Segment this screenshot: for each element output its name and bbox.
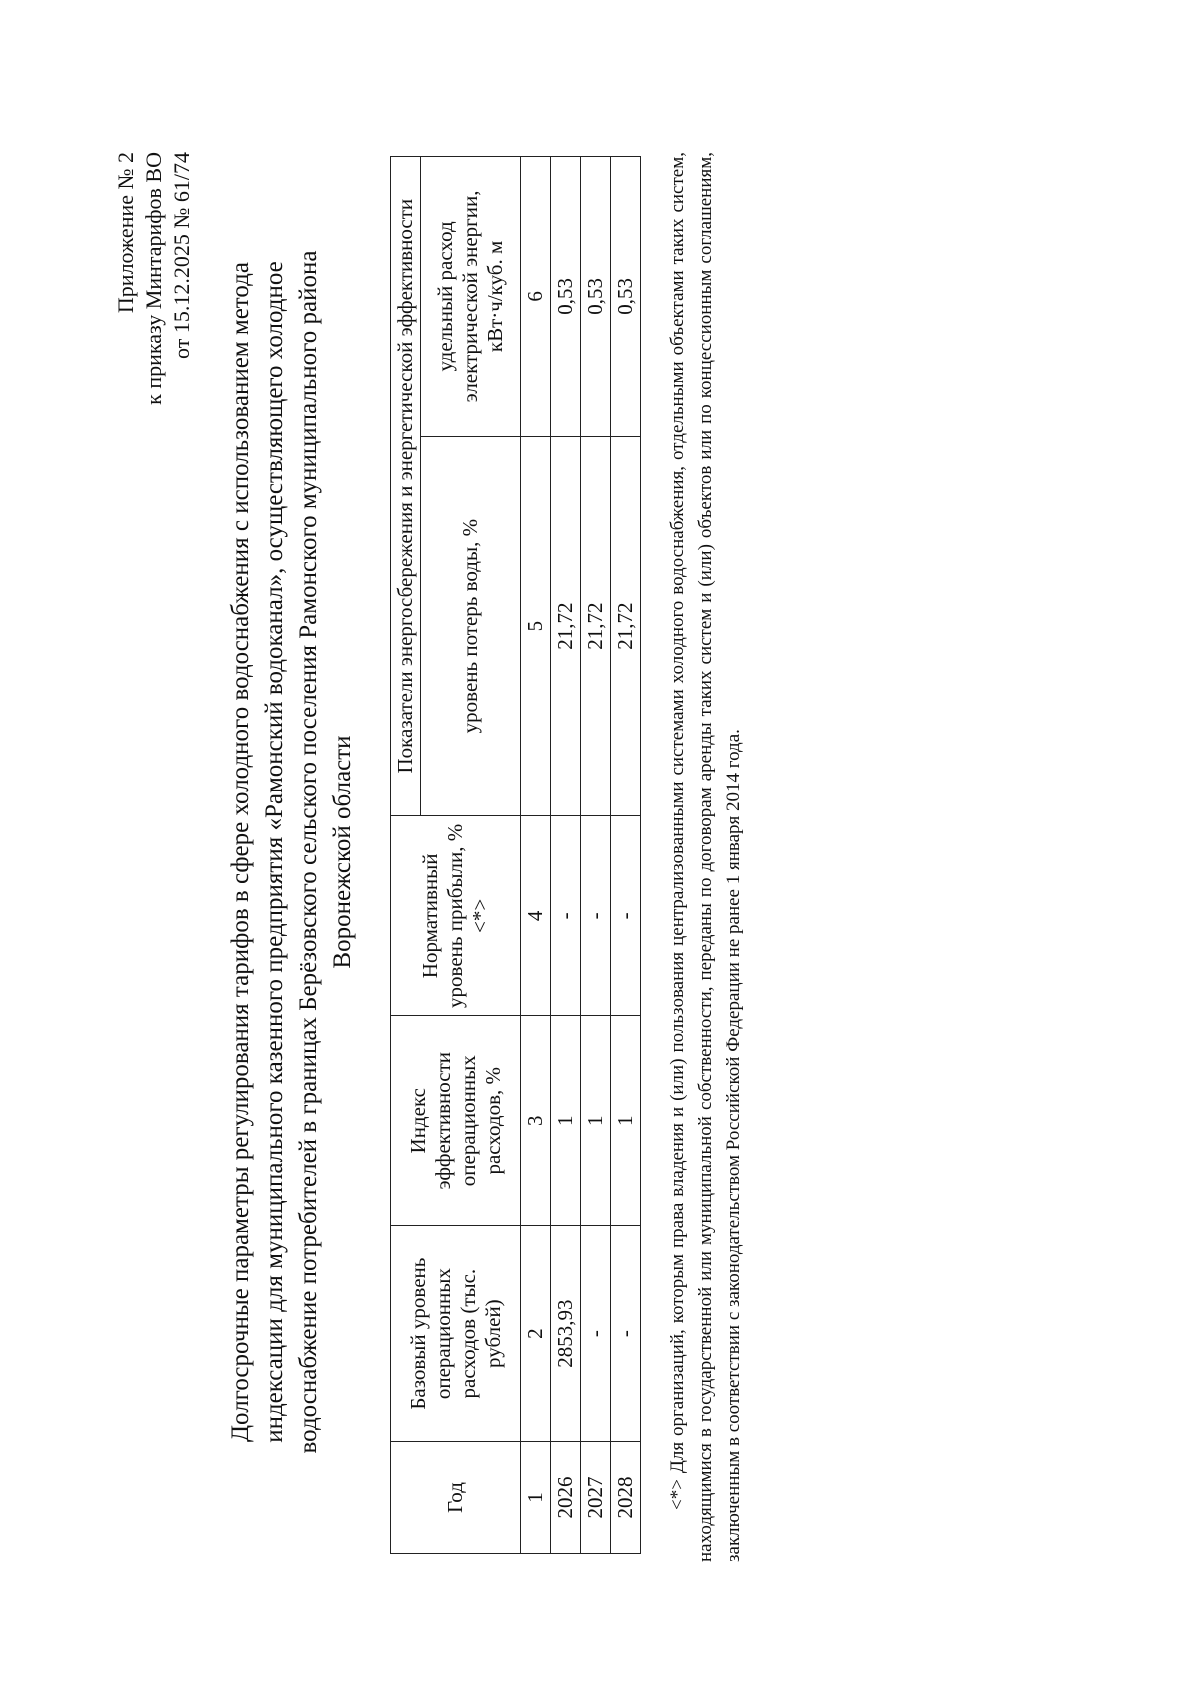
header-energy-group: Показатели энергосбережения и энергетической эффективности (391, 157, 421, 816)
header-efficiency-index: Индекс эффективности операционных расходов, % (391, 1016, 521, 1226)
title-line: Воронежской области (329, 735, 356, 969)
footnote-text: <*> Для организаций, которым права владения и (или) пользования централизованными системами холодного водоснабжения, отдельными объектами таких систем, находящимися в государственной или муниципальной собственности, переданы по договорам аренды таких систем и (или) объектов или по концессионным соглашениям, заключенным в соответствии с законодательством Российской Федерации не ранее 1 января 2014 года. (667, 152, 744, 1562)
appendix-reference (112, 152, 196, 405)
column-number: 2 (521, 1226, 551, 1442)
table-row (611, 157, 641, 1554)
cell-profit-level: - (611, 816, 641, 1016)
cell-year: 2028 (611, 1442, 641, 1554)
column-number-row (521, 157, 551, 1554)
document-title (224, 192, 360, 1512)
cell-base-level: - (611, 1226, 641, 1442)
title-line: индексации для муниципального казенного предприятия «Рамонский водоканал», осуществляющего холодное (261, 261, 288, 1443)
cell-specific-consumption: 0,53 (611, 157, 641, 437)
column-number: 1 (521, 1442, 551, 1554)
column-number: 3 (521, 1016, 551, 1226)
appendix-date: от 15.12.2025 № 61/74 (169, 152, 194, 359)
cell-efficiency-index: 1 (611, 1016, 641, 1226)
table-header-row (391, 157, 421, 1554)
header-water-loss: уровень потерь воды, % (421, 436, 521, 816)
column-number: 4 (521, 816, 551, 1016)
cell-specific-consumption: 0,53 (551, 157, 581, 437)
title-line: Долгосрочные параметры регулирования тарифов в сфере холодного водоснабжения с использованием метода (227, 262, 254, 1443)
header-specific-consumption: удельный расход электрической энергии, кВт·ч/куб. м (421, 157, 521, 437)
table-row (551, 157, 581, 1554)
cell-efficiency-index: 1 (581, 1016, 611, 1226)
header-profit-level: Нормативный уровень прибыли, % <*> (391, 816, 521, 1016)
appendix-order: к приказу Минтарифов ВО (141, 152, 166, 405)
cell-water-loss: 21,72 (581, 436, 611, 816)
cell-base-level: 2853,93 (551, 1226, 581, 1442)
title-line: водоснабжение потребителей в границах Берёзовского сельского поселения Рамонского муниципального района (295, 250, 322, 1454)
header-base-level: Базовый уровень операционных расходов (тыс. рублей) (391, 1226, 521, 1442)
cell-efficiency-index: 1 (551, 1016, 581, 1226)
cell-water-loss: 21,72 (611, 436, 641, 816)
parameters-table (390, 156, 641, 1554)
cell-profit-level: - (581, 816, 611, 1016)
header-year: Год (391, 1442, 521, 1554)
cell-year: 2026 (551, 1442, 581, 1554)
column-number: 6 (521, 157, 551, 437)
appendix-number: Приложение № 2 (113, 152, 138, 314)
cell-specific-consumption: 0,53 (581, 157, 611, 437)
cell-year: 2027 (581, 1442, 611, 1554)
cell-base-level: - (581, 1226, 611, 1442)
footnote (664, 152, 748, 1562)
column-number: 5 (521, 436, 551, 816)
cell-profit-level: - (551, 816, 581, 1016)
table-row (581, 157, 611, 1554)
cell-water-loss: 21,72 (551, 436, 581, 816)
